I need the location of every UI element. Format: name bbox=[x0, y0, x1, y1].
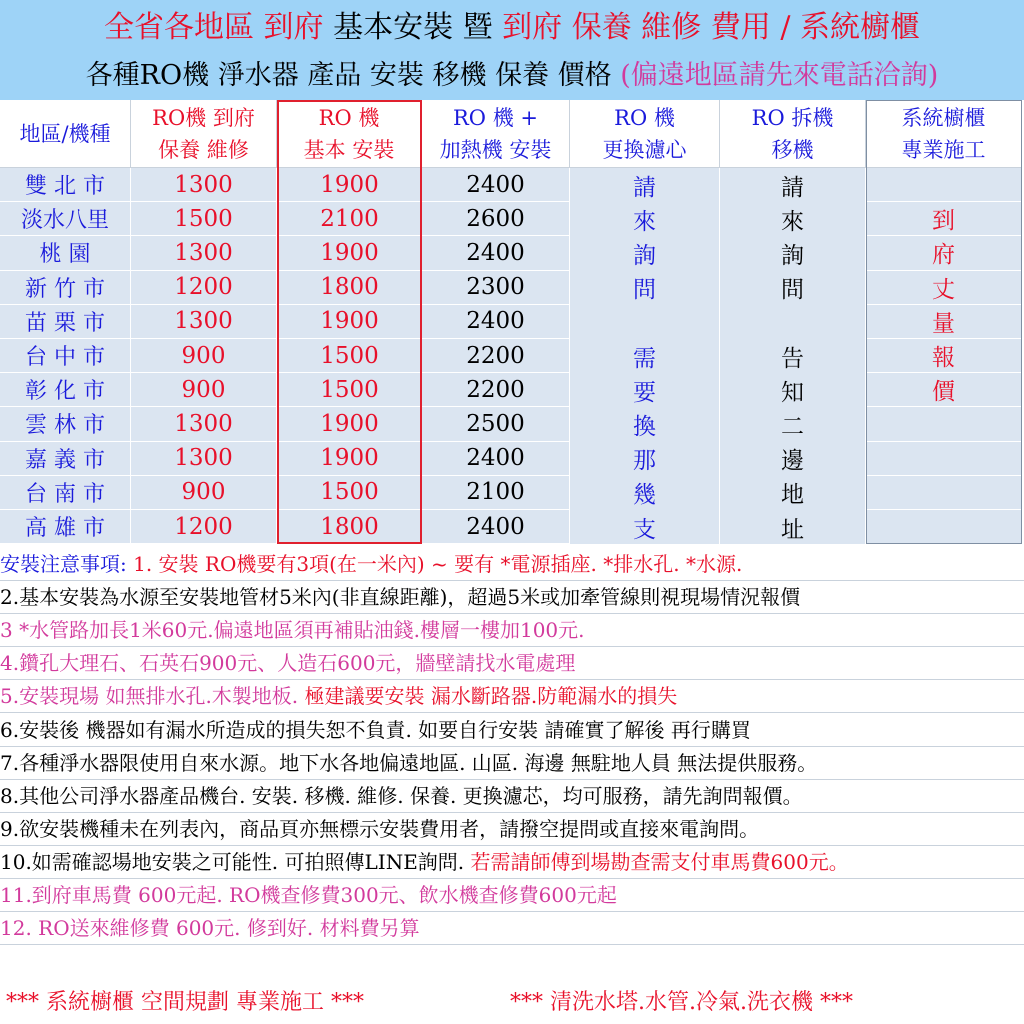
move-cell bbox=[720, 373, 866, 407]
cabinet-cell bbox=[866, 236, 1022, 270]
filter-change-cell bbox=[570, 476, 720, 510]
header-repair-line-1: RO機 到府 bbox=[152, 105, 255, 130]
cabinet-cell-char: 量 bbox=[932, 310, 955, 337]
repair-price bbox=[131, 442, 277, 476]
note-text: 5.安裝現場 如無排水孔.木製地板. bbox=[0, 684, 305, 709]
note-text: 8.其他公司淨水器產品機台. 安裝. 移機. 維修. 保養. 更換濾芯，均可服務，請先詢問報價。 bbox=[0, 783, 803, 808]
heater-install-price bbox=[422, 236, 570, 270]
filter-change-cell-char: 來 bbox=[633, 208, 656, 235]
basic-install-price-value: 1900 bbox=[320, 239, 379, 266]
move-cell bbox=[720, 476, 866, 510]
heater-install-price-value: 2100 bbox=[466, 479, 525, 506]
table-row-area bbox=[0, 339, 131, 373]
heater-install-price bbox=[422, 168, 570, 202]
header-heater-install-line-2: 加熱機 安裝 bbox=[439, 137, 552, 162]
cabinet-cell-char: 價 bbox=[932, 379, 955, 406]
repair-price-value: 900 bbox=[181, 342, 226, 369]
move-cell-char: 來 bbox=[781, 208, 804, 235]
heater-install-price-value: 2300 bbox=[466, 274, 525, 301]
move-cell bbox=[720, 202, 866, 236]
heater-install-price bbox=[422, 373, 570, 407]
header-filter-change-line-2: 更換濾心 bbox=[602, 137, 687, 162]
header-heater-install-line-1: RO 機 + bbox=[453, 105, 538, 130]
heater-install-price-value: 2400 bbox=[466, 308, 525, 335]
note-line bbox=[0, 614, 1024, 647]
cabinet-cell bbox=[866, 202, 1022, 236]
cabinet-cell bbox=[866, 271, 1022, 305]
move-cell bbox=[720, 442, 866, 476]
heater-install-price bbox=[422, 510, 570, 544]
area-label: 嘉 義 市 bbox=[25, 447, 105, 473]
basic-install-price bbox=[277, 510, 422, 544]
filter-change-cell bbox=[570, 168, 720, 202]
repair-price-value: 1300 bbox=[174, 445, 233, 472]
basic-install-price bbox=[277, 202, 422, 236]
move-cell-char: 問 bbox=[781, 277, 804, 304]
note-text: 極建議要安裝 漏水斷路器.防範漏水的損失 bbox=[304, 684, 678, 709]
heater-install-price-value: 2200 bbox=[466, 342, 525, 369]
filter-change-cell-char: 換 bbox=[633, 413, 656, 440]
basic-install-price-value: 1900 bbox=[320, 171, 379, 198]
move-cell-char: 知 bbox=[781, 379, 804, 406]
title-banner bbox=[0, 0, 1024, 100]
filter-change-cell bbox=[570, 202, 720, 236]
move-cell-char: 址 bbox=[781, 516, 804, 543]
repair-price-value: 1300 bbox=[174, 171, 233, 198]
header-repair bbox=[131, 100, 277, 168]
page-subtitle bbox=[0, 57, 1024, 95]
table-row-area bbox=[0, 305, 131, 339]
filter-change-cell-char: 支 bbox=[633, 516, 656, 543]
basic-install-price bbox=[277, 407, 422, 441]
filter-change-cell bbox=[570, 236, 720, 270]
repair-price bbox=[131, 271, 277, 305]
repair-price-value: 1500 bbox=[174, 205, 233, 232]
table-row-area bbox=[0, 202, 131, 236]
move-cell-char: 地 bbox=[781, 482, 804, 509]
header-area-line-1: 地區/機種 bbox=[19, 121, 111, 146]
move-cell bbox=[720, 339, 866, 373]
basic-install-price-value: 1800 bbox=[320, 513, 379, 540]
repair-price-value: 1200 bbox=[174, 513, 233, 540]
repair-price-value: 900 bbox=[181, 479, 226, 506]
note-line bbox=[0, 945, 1024, 978]
basic-install-price-value: 1800 bbox=[320, 274, 379, 301]
repair-price-value: 900 bbox=[181, 376, 226, 403]
basic-install-price bbox=[277, 271, 422, 305]
note-line bbox=[0, 846, 1024, 879]
heater-install-price-value: 2400 bbox=[466, 513, 525, 540]
basic-install-price bbox=[277, 305, 422, 339]
table-row-area bbox=[0, 271, 131, 305]
filter-change-cell-char: 請 bbox=[633, 174, 656, 201]
note-line bbox=[0, 879, 1024, 912]
heater-install-price bbox=[422, 407, 570, 441]
table-row-area bbox=[0, 236, 131, 270]
area-label: 桃 園 bbox=[39, 242, 91, 268]
note-text: 安裝注意事項: bbox=[0, 552, 134, 576]
move-cell-char: 告 bbox=[781, 345, 804, 372]
header-cabinet-line-1: 系統櫥櫃 bbox=[901, 105, 986, 130]
header-move-line-1: RO 拆機 bbox=[751, 105, 834, 130]
repair-price bbox=[131, 202, 277, 236]
note-line bbox=[0, 714, 1024, 747]
header-heater-install bbox=[422, 100, 570, 168]
table-row-area bbox=[0, 373, 131, 407]
filter-change-cell bbox=[570, 442, 720, 476]
area-label: 雙 北 市 bbox=[25, 174, 105, 200]
note-text: 1. 安裝 RO機要有3項(在一米內) ~ 要有 *電源插座. *排水孔. *水源. bbox=[133, 552, 743, 576]
cabinet-cell bbox=[866, 442, 1022, 476]
table-row-area bbox=[0, 510, 131, 544]
heater-install-price bbox=[422, 271, 570, 305]
heater-install-price bbox=[422, 442, 570, 476]
heater-install-price-value: 2400 bbox=[466, 445, 525, 472]
basic-install-price bbox=[277, 168, 422, 202]
basic-install-price-value: 1500 bbox=[320, 479, 379, 506]
header-basic-install-line-2: 基本 安裝 bbox=[303, 137, 395, 162]
basic-install-price bbox=[277, 476, 422, 510]
note-text: 7.各種淨水器限使用自來水源。地下水各地偏遠地區. 山區. 海邊 無駐地人員 無法提供服務。 bbox=[0, 750, 818, 775]
filter-change-cell-char: 幾 bbox=[633, 482, 656, 509]
area-label: 台 南 市 bbox=[25, 481, 105, 507]
repair-price bbox=[131, 339, 277, 373]
filter-change-cell-char: 問 bbox=[633, 277, 656, 304]
title-part-4: 到府 保養 維修 費用 / 系統櫥櫃 bbox=[502, 10, 920, 45]
area-label: 雲 林 市 bbox=[25, 413, 105, 439]
header-cabinet-line-2: 專業施工 bbox=[901, 137, 986, 162]
note-line bbox=[0, 912, 1024, 945]
cabinet-cell bbox=[866, 373, 1022, 407]
move-cell-char: 請 bbox=[781, 174, 804, 201]
subtitle-part-1: 各種RO機 淨水器 產品 安裝 移機 保養 價格 bbox=[85, 60, 621, 91]
page-title bbox=[0, 8, 1024, 48]
note-line bbox=[0, 747, 1024, 780]
repair-price bbox=[131, 305, 277, 339]
repair-price bbox=[131, 236, 277, 270]
cabinet-cell-char: 報 bbox=[932, 345, 955, 372]
basic-install-price bbox=[277, 442, 422, 476]
header-area bbox=[0, 100, 131, 168]
note-line bbox=[0, 813, 1024, 846]
area-label: 苗 栗 市 bbox=[25, 310, 105, 336]
filter-change-cell bbox=[570, 373, 720, 407]
move-cell-char: 邊 bbox=[781, 448, 804, 475]
filter-change-cell bbox=[570, 271, 720, 305]
title-part-2: 到府 bbox=[254, 10, 334, 45]
cabinet-cell-char: 到 bbox=[932, 208, 955, 235]
repair-price bbox=[131, 510, 277, 544]
cabinet-cell-char: 府 bbox=[932, 242, 955, 269]
note-line bbox=[0, 647, 1024, 680]
table-row-area bbox=[0, 476, 131, 510]
area-label: 彰 化 市 bbox=[25, 379, 105, 405]
heater-install-price-value: 2400 bbox=[466, 171, 525, 198]
repair-price-value: 1300 bbox=[174, 239, 233, 266]
cabinet-cell bbox=[866, 510, 1022, 544]
cabinet-cell bbox=[866, 305, 1022, 339]
note-text: 9.欲安裝機種未在列表內，商品頁亦無標示安裝費用者，請撥空提問或直接來電詢問。 bbox=[0, 816, 760, 841]
repair-price bbox=[131, 476, 277, 510]
note-text: 12. RO送來維修費 600元. 修到好. 材料費另算 bbox=[0, 916, 420, 941]
heater-install-price bbox=[422, 476, 570, 510]
note-line bbox=[0, 581, 1024, 614]
filter-change-cell bbox=[570, 407, 720, 441]
note-text: 2.基本安裝為水源至安裝地管材5米內(非直線距離)，超過5米或加牽管線則視現場情況報價 bbox=[0, 585, 801, 610]
price-table bbox=[0, 100, 1024, 544]
basic-install-price-value: 2100 bbox=[320, 205, 379, 232]
footer-banner bbox=[0, 975, 1024, 1024]
repair-price bbox=[131, 373, 277, 407]
area-label: 淡水八里 bbox=[20, 208, 109, 234]
filter-change-cell-char: 詢 bbox=[633, 242, 656, 269]
repair-price-value: 1300 bbox=[174, 410, 233, 437]
repair-price-value: 1300 bbox=[174, 308, 233, 335]
heater-install-price bbox=[422, 339, 570, 373]
footer-right: *** 清洗水塔.水管.冷氣.洗衣機 *** bbox=[510, 990, 853, 1015]
move-cell bbox=[720, 168, 866, 202]
note-text: 11.到府車馬費 600元起. RO機查修費300元、飲水機查修費600元起 bbox=[0, 883, 617, 907]
title-part-1: 全省各地區 bbox=[104, 10, 255, 45]
cabinet-cell bbox=[866, 168, 1022, 202]
heater-install-price bbox=[422, 202, 570, 236]
basic-install-price-value: 1900 bbox=[320, 308, 379, 335]
subtitle-part-2: (偏遠地區請先來電話洽詢) bbox=[620, 60, 939, 91]
cabinet-cell bbox=[866, 339, 1022, 373]
note-line bbox=[0, 548, 1024, 581]
note-text: 4.鑽孔大理石、石英石900元、人造石600元，牆壁請找水電處理 bbox=[0, 651, 576, 676]
basic-install-price-value: 1900 bbox=[320, 445, 379, 472]
note-text: 若需請師傅到場勘查需支付車馬費600元。 bbox=[470, 849, 849, 874]
move-cell-char: 詢 bbox=[781, 242, 804, 269]
header-move bbox=[720, 100, 866, 168]
heater-install-price bbox=[422, 305, 570, 339]
heater-install-price-value: 2200 bbox=[466, 376, 525, 403]
note-line bbox=[0, 680, 1024, 713]
filter-change-cell bbox=[570, 305, 720, 339]
move-cell bbox=[720, 305, 866, 339]
basic-install-price-value: 1900 bbox=[320, 410, 379, 437]
move-cell bbox=[720, 236, 866, 270]
area-label: 台 中 市 bbox=[25, 345, 105, 371]
move-cell bbox=[720, 407, 866, 441]
basic-install-price-value: 1500 bbox=[320, 376, 379, 403]
header-filter-change-line-1: RO 機 bbox=[614, 105, 675, 130]
move-cell-char: 二 bbox=[781, 413, 804, 440]
table-row-area bbox=[0, 407, 131, 441]
heater-install-price-value: 2500 bbox=[466, 410, 525, 437]
repair-price bbox=[131, 407, 277, 441]
note-line bbox=[0, 780, 1024, 813]
header-cabinet bbox=[866, 100, 1022, 168]
cabinet-cell bbox=[866, 407, 1022, 441]
area-label: 新 竹 市 bbox=[25, 276, 105, 302]
move-cell bbox=[720, 510, 866, 544]
footer-left: *** 系統櫥櫃 空間規劃 專業施工 *** bbox=[6, 990, 364, 1015]
basic-install-price bbox=[277, 339, 422, 373]
table-row-area bbox=[0, 168, 131, 202]
basic-install-price bbox=[277, 373, 422, 407]
repair-price bbox=[131, 168, 277, 202]
header-basic-install bbox=[277, 100, 422, 168]
header-filter-change bbox=[570, 100, 720, 168]
filter-change-cell-char: 那 bbox=[633, 448, 656, 475]
note-text: 10.如需確認場地安裝之可能性. 可拍照傳LINE詢問. bbox=[0, 849, 471, 874]
note-text: 6.安裝後 機器如有漏水所造成的損失恕不負責. 如要自行安裝 請確實了解後 再行購買 bbox=[0, 717, 751, 742]
note-text: 3 *水管路加長1米60元.偏遠地區須再補貼油錢.樓層一樓加100元. bbox=[0, 618, 585, 643]
move-cell bbox=[720, 271, 866, 305]
filter-change-cell-char: 需 bbox=[633, 345, 656, 372]
heater-install-price-value: 2600 bbox=[466, 205, 525, 232]
filter-change-cell bbox=[570, 339, 720, 373]
cabinet-cell-char: 丈 bbox=[932, 276, 955, 303]
header-repair-line-2: 保養 維修 bbox=[158, 137, 249, 162]
basic-install-price-value: 1500 bbox=[320, 342, 379, 369]
header-move-line-2: 移機 bbox=[771, 137, 814, 162]
basic-install-price bbox=[277, 236, 422, 270]
cabinet-cell bbox=[866, 476, 1022, 510]
area-label: 高 雄 市 bbox=[25, 516, 105, 542]
repair-price-value: 1200 bbox=[174, 274, 233, 301]
table-row-area bbox=[0, 442, 131, 476]
heater-install-price-value: 2400 bbox=[466, 239, 525, 266]
filter-change-cell-char: 要 bbox=[633, 379, 656, 406]
filter-change-cell bbox=[570, 510, 720, 544]
header-basic-install-line-1: RO 機 bbox=[318, 105, 380, 130]
title-part-3: 基本安裝 暨 bbox=[333, 10, 503, 45]
